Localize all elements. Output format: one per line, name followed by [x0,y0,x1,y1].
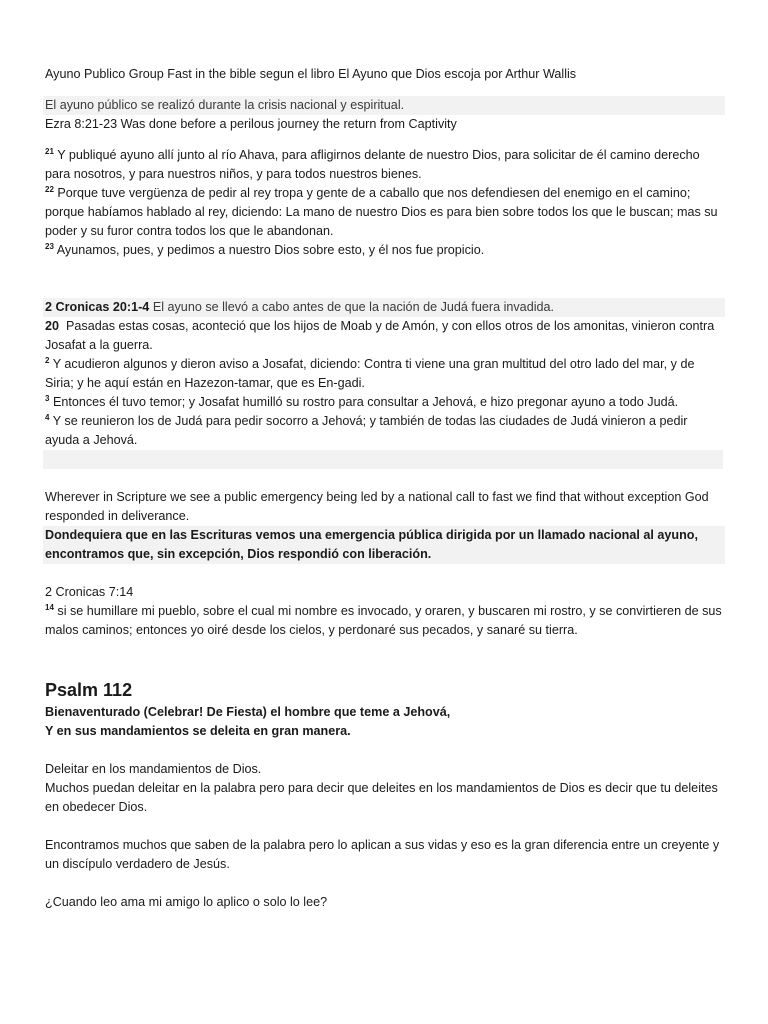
section3-english: Wherever in Scripture we see a public emergency being led by a national call to fast we find that without exception God responded in deliverance. [45,490,709,523]
verse-text: Y se reunieron los de Judá para pedir socorro a Jehová; y también de todas las ciudades de Judá vinieron a pedir ayuda a Jehová. [45,414,688,447]
verse-number: 21 [45,147,54,156]
verse-text: Pasadas estas cosas, aconteció que los hijos de Moab y de Amón, y con ellos otros de los amonitas, vinieron contra Josafat a la guerra. [45,319,715,352]
psalm-paragraph-1-line-1: Deleitar en los mandamientos de Dios. [45,762,262,776]
verse-text: Porque tuve vergüenza de pedir al rey tropa y gente de a caballo que nos defendiesen del enemigo en el camino; porque habíamos hablado al rey, diciendo: La mano de nuestro Dios es para bien sobre todos los que le buscan; mas su poder y su furor contra todos los que le abandonan. [45,186,718,238]
verse-number: 23 [45,242,54,251]
section3-spanish: Dondequiera que en las Escrituras vemos una emergencia pública dirigida por un llamado nacional al ayuno, encontramos que, sin excepción, Dios respondió con liberación. [43,526,725,564]
verse-20 [45,317,725,355]
verse-21 [45,146,725,184]
psalm-paragraph-1-line-2: Muchos puedan deleitar en la palabra pero para decir que deleites en los mandamientos de Dios es decir que tu deleites en obedecer Dios. [45,781,718,814]
verse-3 [45,393,725,412]
verse-14 [45,602,725,640]
verse-2 [45,355,725,393]
section2-ref-line [43,298,725,317]
title-line: Ayuno Publico Group Fast in the bible segun el libro El Ayuno que Dios escoja por Arthur Wallis [45,67,577,81]
verse-4 [45,412,725,450]
psalm-bold-line-1: Bienaventurado (Celebrar! De Fiesta) el hombre que teme a Jehová, [45,705,451,719]
verse-number: 2 [45,356,50,365]
section4-ref: 2 Cronicas 7:14 [45,585,134,599]
psalm-heading: Psalm 112 [45,680,133,700]
section1-intro: El ayuno público se realizó durante la crisis nacional y espiritual. [43,96,725,115]
verse-text: Y acudieron algunos y dieron aviso a Josafat, diciendo: Contra ti viene una gran multitud del otro lado del mar, y de Siria; y he aquí están en Hazezon-tamar, que es En-gadi. [45,357,695,390]
verse-number: 4 [45,413,50,422]
verse-text: si se humillare mi pueblo, sobre el cual mi nombre es invocado, y oraren, y buscaren mi rostro, y se convirtieren de sus malos caminos; entonces yo oiré desde los cielos, y perdonaré sus pecados, y sanaré su tierra. [45,604,722,637]
verse-text: Ayunamos, pues, y pedimos a nuestro Dios sobre esto, y él nos fue propicio. [56,243,485,257]
verse-number: 20 [45,319,60,333]
section2-ref: 2 Cronicas 20:1-4 [45,300,150,314]
verse-text: Entonces él tuvo temor; y Josafat humilló su rostro para consultar a Jehová, e hizo pregonar ayuno a todo Judá. [52,395,679,409]
psalm-paragraph-2: Encontramos muchos que saben de la palabra pero lo aplican a sus vidas y eso es la gran diferencia entre un creyente y un discípulo verdadero de Jesús. [45,838,720,871]
document-page [45,65,725,912]
verse-text: Y publiqué ayuno allí junto al río Ahava, para afligirnos delante de nuestro Dios, para solicitar de él camino derecho para nosotros, y para nuestros niños, y para todos nuestros bienes. [45,148,700,181]
highlight-band [43,450,723,469]
verse-number: 3 [45,394,50,403]
psalm-question: ¿Cuando leo ama mi amigo lo aplico o solo lo lee? [45,895,328,909]
verse-22 [45,184,725,241]
verse-number: 22 [45,185,54,194]
section2-ref-text: El ayuno se llevó a cabo antes de que la nación de Judá fuera invadida. [152,300,554,314]
section1-ref-line: Ezra 8:21-23 Was done before a perilous journey the return from Captivity [45,117,457,131]
verse-number: 14 [45,603,54,612]
verse-23 [45,241,725,260]
psalm-bold-line-2: Y en sus mandamientos se deleita en gran manera. [45,724,351,738]
